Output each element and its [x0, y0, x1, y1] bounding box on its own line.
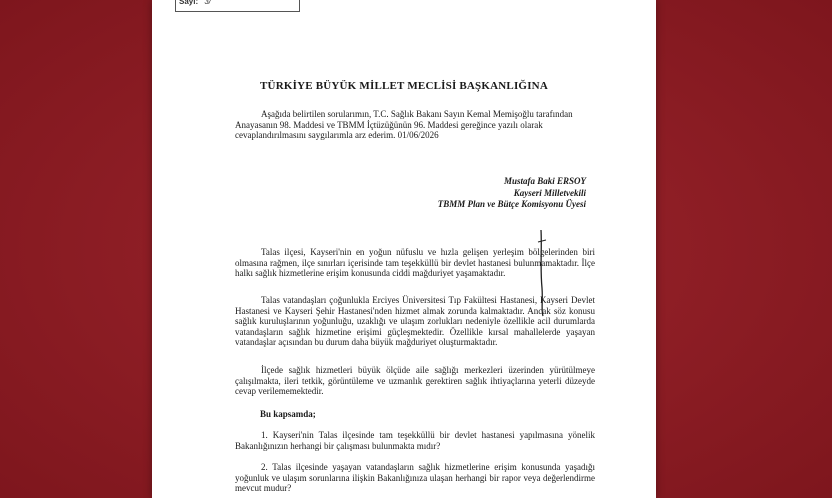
sayi-value: 3/ — [204, 0, 212, 6]
intro-line: Aşağıda belirtilen sorularımın, T.C. Sağlık Bakanı Sayın Kemal Memişoğlu tarafından — [261, 109, 573, 119]
intro-text — [235, 109, 595, 141]
signature-name: Mustafa Baki ERSOY — [503, 176, 586, 186]
document-page — [152, 0, 656, 498]
signature-role: Kayseri Milletvekili — [513, 187, 586, 198]
body-paragraph: Talas ilçesi, Kayseri'nin en yoğun nüfuslu ve hızla gelişen yerleşim bölgelerinden biri olmasına rağmen, ilçe sınırları içerisinde tam teşekküllü bir devlet hastanesi bulunmamaktadır. İlçe halkı sağlık hizmetlerine erişim konusunda ciddi mağduriyet yaşamaktadır. — [235, 247, 595, 278]
sayi-label: Sayı: — [179, 0, 199, 6]
body-paragraph: İlçede sağlık hizmetleri büyük ölçüde aile sağlığı merkezleri üzerinden yürütülmeye çalışılmakta, ileri tetkik, görüntüleme ve uzmanlık gerektiren sağlık ihtiyaçlarına yeterli düzeyde cevap verilememektedir. — [235, 365, 595, 396]
signature-block — [438, 176, 586, 211]
intro-line: Anayasanın 98. Maddesi ve TBMM İçtüzüğünün 96. Maddesi gereğince yazılı olarak — [235, 119, 543, 130]
question-item: 1. Kayseri'nin Talas ilçesinde tam teşekküllü bir devlet hastanesi yapılmasına yönelik Bakanlığınızın herhangi bir çalışması bulunmakta mıdır? — [235, 430, 595, 451]
document-title: TÜRKİYE BÜYÜK MİLLET MECLİSİ BAŞKANLIĞINA — [260, 80, 548, 92]
signature-commission: TBMM Plan ve Bütçe Komisyonu Üyesi — [437, 199, 586, 209]
intro-line: cevaplandırılmasını saygılarımla arz ederim. 01/06/2026 — [235, 130, 439, 140]
bu-kapsamda-heading: Bu kapsamda; — [260, 409, 316, 419]
question-item: 2. Talas ilçesinde yaşayan vatandaşların sağlık hizmetlerine erişim konusunda yaşadığı yoğunluk ve ulaşım sorunlarına ilişkin Bakanlığınıza ulaşan herhangi bir rapor veya değerlendirme mevcut mudur? — [235, 462, 595, 493]
sayi-box — [175, 0, 300, 12]
body-paragraph: Talas vatandaşları çoğunlukla Erciyes Üniversitesi Tıp Fakültesi Hastanesi, Kayseri Devlet Hastanesi ve Kayseri Şehir Hastanesi'nden hizmet almak zorunda kalmaktadır. Ancak söz konusu sağlık kuruluşlarının yoğunluğu, uzaklığı ve ulaşım zorlukları nedeniyle özellikle acil durumlarda vatandaşların sağlık hizmetine erişimi güçleşmektedir. Özellikle kırsal mahallelerde yaşayan vatandaşlar açısından bu durum daha büyük mağduriyet oluşturmaktadır. — [235, 295, 595, 347]
